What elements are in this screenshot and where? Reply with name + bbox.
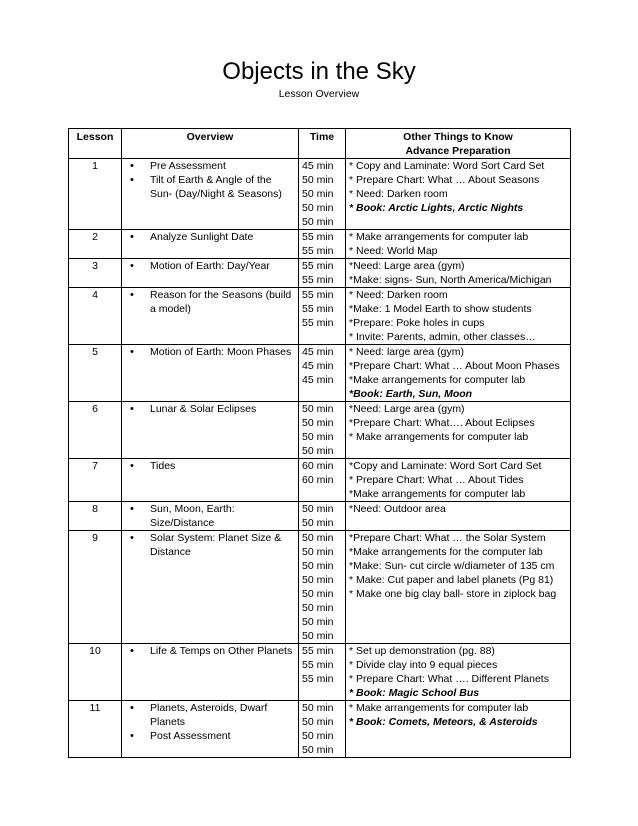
overview-list: [122, 402, 294, 416]
page-title: Objects in the Sky: [222, 58, 416, 85]
time-value: 50 min: [302, 174, 334, 186]
lesson-number: 1: [69, 159, 122, 230]
header-overview: Overview: [122, 129, 299, 159]
overview-cell: [122, 502, 299, 531]
table-row: [69, 531, 571, 644]
table-row: [69, 502, 571, 531]
table-row: [69, 459, 571, 502]
lesson-number: 6: [69, 402, 122, 459]
time-value: 55 min: [302, 673, 334, 685]
time-value: 55 min: [302, 289, 334, 301]
time-value: 50 min: [302, 431, 334, 443]
overview-item: • Pre Assessment: [122, 159, 294, 173]
time-value: 50 min: [302, 616, 334, 628]
book-note: * Book: Comets, Meteors, & Asteroids: [349, 716, 538, 728]
time-value: 50 min: [302, 445, 334, 457]
overview-list: [122, 288, 294, 316]
preparation-note: * Invite: Parents, admin, other classes…: [349, 331, 536, 343]
table-row: [69, 230, 571, 259]
lesson-number: 9: [69, 531, 122, 644]
preparation-note: *Make arrangements for computer lab: [349, 488, 526, 500]
header-lesson: Lesson: [69, 129, 122, 159]
time-cell: [299, 644, 346, 701]
lesson-overview-table: [68, 128, 571, 758]
preparation-note: * Need: Darken room: [349, 289, 448, 301]
time-value: 50 min: [302, 560, 334, 572]
lesson-number: 8: [69, 502, 122, 531]
lesson-number: 4: [69, 288, 122, 345]
time-value: 55 min: [302, 303, 334, 315]
time-value: 45 min: [302, 346, 334, 358]
time-value: 50 min: [302, 546, 334, 558]
overview-item: • Motion of Earth: Day/Year: [122, 259, 294, 273]
time-value: 50 min: [302, 602, 334, 614]
overview-cell: [122, 402, 299, 459]
time-value: 50 min: [302, 188, 334, 200]
overview-list: [122, 531, 294, 559]
preparation-note: * Make: Cut paper and label planets (Pg 81): [349, 574, 554, 586]
time-value: 55 min: [302, 274, 334, 286]
preparation-cell: [346, 288, 571, 345]
overview-list: [122, 701, 294, 743]
overview-list: [122, 230, 294, 244]
time-value: 45 min: [302, 160, 334, 172]
time-value: 50 min: [302, 202, 334, 214]
preparation-cell: [346, 159, 571, 230]
time-value: 50 min: [302, 574, 334, 586]
preparation-cell: [346, 230, 571, 259]
book-note: * Book: Arctic Lights, Arctic Nights: [349, 202, 524, 214]
lesson-number: 3: [69, 259, 122, 288]
overview-list: [122, 159, 294, 201]
preparation-note: *Make: signs- Sun, North America/Michigan: [349, 274, 552, 286]
overview-cell: [122, 345, 299, 402]
preparation-note: * Prepare Chart: What … About Tides: [349, 474, 524, 486]
time-value: 55 min: [302, 659, 334, 671]
preparation-note: *Make: 1 Model Earth to show students: [349, 303, 532, 315]
time-value: 50 min: [302, 403, 334, 415]
time-cell: [299, 502, 346, 531]
overview-cell: [122, 230, 299, 259]
time-cell: [299, 288, 346, 345]
time-cell: [299, 345, 346, 402]
preparation-cell: [346, 345, 571, 402]
time-value: 45 min: [302, 360, 334, 372]
overview-cell: [122, 701, 299, 758]
time-value: 50 min: [302, 630, 334, 642]
preparation-note: * Set up demonstration (pg. 88): [349, 645, 495, 657]
lesson-number: 10: [69, 644, 122, 701]
preparation-note: * Need: large area (gym): [349, 346, 464, 358]
preparation-note: *Make: Sun- cut circle w/diameter of 135 cm: [349, 560, 555, 572]
header-time: Time: [299, 129, 346, 159]
overview-cell: [122, 259, 299, 288]
time-value: 50 min: [302, 702, 334, 714]
time-cell: [299, 159, 346, 230]
time-value: 45 min: [302, 374, 334, 386]
overview-item: • Planets, Asteroids, Dwarf Planets: [122, 701, 294, 729]
lesson-number: 7: [69, 459, 122, 502]
time-value: 60 min: [302, 474, 334, 486]
overview-cell: [122, 159, 299, 230]
lesson-number: 11: [69, 701, 122, 758]
preparation-cell: [346, 402, 571, 459]
time-value: 50 min: [302, 716, 334, 728]
overview-list: [122, 644, 294, 658]
lesson-number: 2: [69, 230, 122, 259]
preparation-note: *Prepare: Poke holes in cups: [349, 317, 485, 329]
preparation-note: * Need: World Map: [349, 245, 438, 257]
preparation-cell: [346, 644, 571, 701]
overview-cell: [122, 531, 299, 644]
time-value: 55 min: [302, 260, 334, 272]
table-row: [69, 701, 571, 758]
header-other-line1: Other Things to Know: [403, 131, 513, 143]
overview-item: • Motion of Earth: Moon Phases: [122, 345, 294, 359]
overview-item: • Solar System: Planet Size & Distance: [122, 531, 294, 559]
time-value: 50 min: [302, 730, 334, 742]
time-value: 50 min: [302, 744, 334, 756]
time-value: 50 min: [302, 503, 334, 515]
time-cell: [299, 230, 346, 259]
time-cell: [299, 259, 346, 288]
overview-item: • Post Assessment: [122, 729, 294, 743]
lesson-number: 5: [69, 345, 122, 402]
preparation-note: * Make arrangements for computer lab: [349, 231, 529, 243]
preparation-note: *Prepare Chart: What … About Moon Phases: [349, 360, 560, 372]
overview-item: • Lunar & Solar Eclipses: [122, 402, 294, 416]
preparation-cell: [346, 701, 571, 758]
book-note: *Book: Earth, Sun, Moon: [349, 388, 473, 400]
table-row: [69, 259, 571, 288]
preparation-note: *Copy and Laminate: Word Sort Card Set: [349, 460, 542, 472]
page-subtitle: Lesson Overview: [278, 88, 360, 100]
table-row: [69, 345, 571, 402]
overview-list: [122, 345, 294, 359]
overview-list: [122, 502, 294, 530]
table-row: [69, 644, 571, 701]
time-value: 50 min: [302, 417, 334, 429]
preparation-note: *Make arrangements for the computer lab: [349, 546, 543, 558]
preparation-note: * Make arrangements for computer lab: [349, 702, 529, 714]
time-value: 55 min: [302, 317, 334, 329]
time-cell: [299, 459, 346, 502]
overview-item: • Analyze Sunlight Date: [122, 230, 294, 244]
overview-item: • Tides: [122, 459, 294, 473]
table-row: [69, 402, 571, 459]
time-cell: [299, 701, 346, 758]
overview-cell: [122, 459, 299, 502]
time-value: 55 min: [302, 645, 334, 657]
time-value: 50 min: [302, 588, 334, 600]
table-row: [69, 159, 571, 230]
preparation-note: *Need: Large area (gym): [349, 260, 465, 272]
overview-item: • Reason for the Seasons (build a model): [122, 288, 294, 316]
overview-cell: [122, 644, 299, 701]
book-note: * Book: Magic School Bus: [349, 687, 480, 699]
overview-list: [122, 259, 294, 273]
table-header-row: [69, 129, 571, 159]
header-other: [346, 129, 571, 159]
preparation-note: * Need: Darken room: [349, 188, 448, 200]
overview-item: • Sun, Moon, Earth: Size/Distance: [122, 502, 294, 530]
preparation-note: *Prepare Chart: What…. About Eclipses: [349, 417, 535, 429]
preparation-cell: [346, 502, 571, 531]
preparation-note: * Make one big clay ball- store in ziplock bag: [349, 588, 557, 600]
time-value: 50 min: [302, 216, 334, 228]
table-body: [69, 159, 571, 758]
time-value: 55 min: [302, 231, 334, 243]
time-value: 50 min: [302, 517, 334, 529]
preparation-note: * Make arrangements for computer lab: [349, 431, 529, 443]
preparation-note: *Make arrangements for computer lab: [349, 374, 526, 386]
table-row: [69, 288, 571, 345]
preparation-cell: [346, 459, 571, 502]
preparation-note: * Divide clay into 9 equal pieces: [349, 659, 498, 671]
time-value: 60 min: [302, 460, 334, 472]
time-value: 50 min: [302, 532, 334, 544]
overview-cell: [122, 288, 299, 345]
preparation-cell: [346, 531, 571, 644]
time-cell: [299, 531, 346, 644]
time-cell: [299, 402, 346, 459]
preparation-note: *Need: Outdoor area: [349, 503, 446, 515]
preparation-note: * Copy and Laminate: Word Sort Card Set: [349, 160, 545, 172]
preparation-note: *Prepare Chart: What … the Solar System: [349, 532, 546, 544]
overview-list: [122, 459, 294, 473]
header-other-line2: Advance Preparation: [405, 145, 511, 157]
overview-item: • Tilt of Earth & Angle of the Sun- (Day/Night & Seasons): [122, 173, 294, 201]
overview-item: • Life & Temps on Other Planets: [122, 644, 294, 658]
preparation-note: * Prepare Chart: What … About Seasons: [349, 174, 540, 186]
time-value: 55 min: [302, 245, 334, 257]
preparation-note: *Need: Large area (gym): [349, 403, 465, 415]
preparation-note: * Prepare Chart: What …. Different Planets: [349, 673, 549, 685]
preparation-cell: [346, 259, 571, 288]
